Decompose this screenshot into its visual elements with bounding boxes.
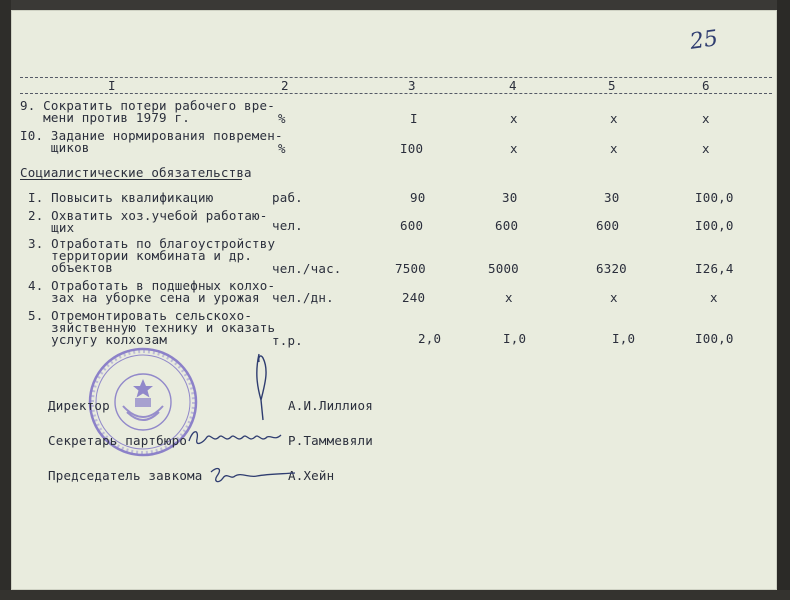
row-label-line: 9. Сократить потери рабочего вре- xyxy=(20,98,275,113)
handwritten-page-number: 25 xyxy=(688,26,720,55)
signature-title: Секретарь партбюро xyxy=(48,433,188,448)
secretary-handwritten-signature xyxy=(185,423,295,453)
row-value-col4: x xyxy=(510,111,518,126)
row-value-col6: x xyxy=(702,111,710,126)
background-right-edge xyxy=(777,0,790,600)
signature-name: Р.Таммевяли xyxy=(288,433,373,448)
row-value-col4: 5000 xyxy=(488,261,519,276)
section-title: Социалистические обязательства xyxy=(20,165,252,180)
row-label-line: мени против 1979 г. xyxy=(20,110,190,125)
row-label-line: объектов xyxy=(28,260,113,275)
row-value-col3: 2,0 xyxy=(418,331,442,346)
row-value-col3: 600 xyxy=(400,218,424,233)
director-handwritten-signature xyxy=(245,350,285,425)
row-value-col3: I xyxy=(410,111,418,126)
row-value-col6: x xyxy=(710,290,718,305)
chairman-handwritten-signature xyxy=(205,462,300,490)
row-value-col5: 600 xyxy=(596,218,620,233)
signature-name: А.Хейн xyxy=(288,468,335,483)
row-label-line: услугу колхозам xyxy=(28,332,168,347)
row-label-line: щих xyxy=(28,220,75,235)
row-label-line: зах на уборке сена и урожая xyxy=(28,290,260,305)
row-unit: % xyxy=(278,111,286,126)
row-value-col5: 6320 xyxy=(596,261,627,276)
row-value-col4: x xyxy=(505,290,513,305)
row-value-col4: 30 xyxy=(502,190,518,205)
row-value-col4: x xyxy=(510,141,518,156)
row-label-line: I. Повысить квалификацию xyxy=(28,190,214,205)
row-label-line: территории комбината и др. xyxy=(28,248,253,263)
col-header-5: 5 xyxy=(608,78,616,93)
row-unit: % xyxy=(278,141,286,156)
row-value-col5: 30 xyxy=(604,190,620,205)
col-header-4: 4 xyxy=(509,78,517,93)
row-value-col6: I00,0 xyxy=(695,190,734,205)
row-label-line: 2. Охватить хоз.учебой работаю- xyxy=(28,208,268,223)
row-value-col3: 240 xyxy=(402,290,426,305)
row-label-line: 3. Отработать по благоустройству xyxy=(28,236,276,251)
row-value-col4: I,0 xyxy=(503,331,527,346)
row-value-col6: I00,0 xyxy=(695,331,734,346)
col-header-3: 3 xyxy=(408,78,416,93)
row-label-line: щиков xyxy=(20,140,90,155)
row-value-col5: x xyxy=(610,111,618,126)
row-unit: чел./час. xyxy=(272,261,342,276)
row-value-col3: 7500 xyxy=(395,261,426,276)
signature-name: А.И.Лиллиоя xyxy=(288,398,373,413)
row-label-line: 5. Отремонтировать сельскохо- xyxy=(28,308,253,323)
row-value-col4: 600 xyxy=(495,218,519,233)
row-value-col5: x xyxy=(610,290,618,305)
row-value-col3: 90 xyxy=(410,190,426,205)
row-value-col3: I00 xyxy=(400,141,424,156)
row-value-col5: I,0 xyxy=(612,331,636,346)
row-value-col6: I00,0 xyxy=(695,218,734,233)
col-header-6: 6 xyxy=(702,78,710,93)
row-label-line: 4. Отработать в подшефных колхо- xyxy=(28,278,276,293)
background-bottom-edge xyxy=(0,590,790,600)
row-value-col5: x xyxy=(610,141,618,156)
row-unit: раб. xyxy=(272,190,303,205)
row-value-col6: I26,4 xyxy=(695,261,734,276)
row-unit: чел./дн. xyxy=(272,290,334,305)
signature-title: Председатель завкома xyxy=(48,468,203,483)
row-label-line: I0. Задание нормирования повремен- xyxy=(20,128,283,143)
header-top-rule xyxy=(20,77,772,78)
row-unit: чел. xyxy=(272,218,303,233)
header-bottom-rule xyxy=(20,93,772,94)
col-header-2: 2 xyxy=(281,78,289,93)
row-value-col6: x xyxy=(702,141,710,156)
background-left-edge xyxy=(0,0,11,600)
signature-title: Директор xyxy=(48,398,110,413)
row-unit: т.р. xyxy=(272,333,303,348)
col-header-1: I xyxy=(108,78,116,93)
row-label-line: зяйственную технику и оказать xyxy=(28,320,276,335)
section-title-underline xyxy=(20,179,242,180)
